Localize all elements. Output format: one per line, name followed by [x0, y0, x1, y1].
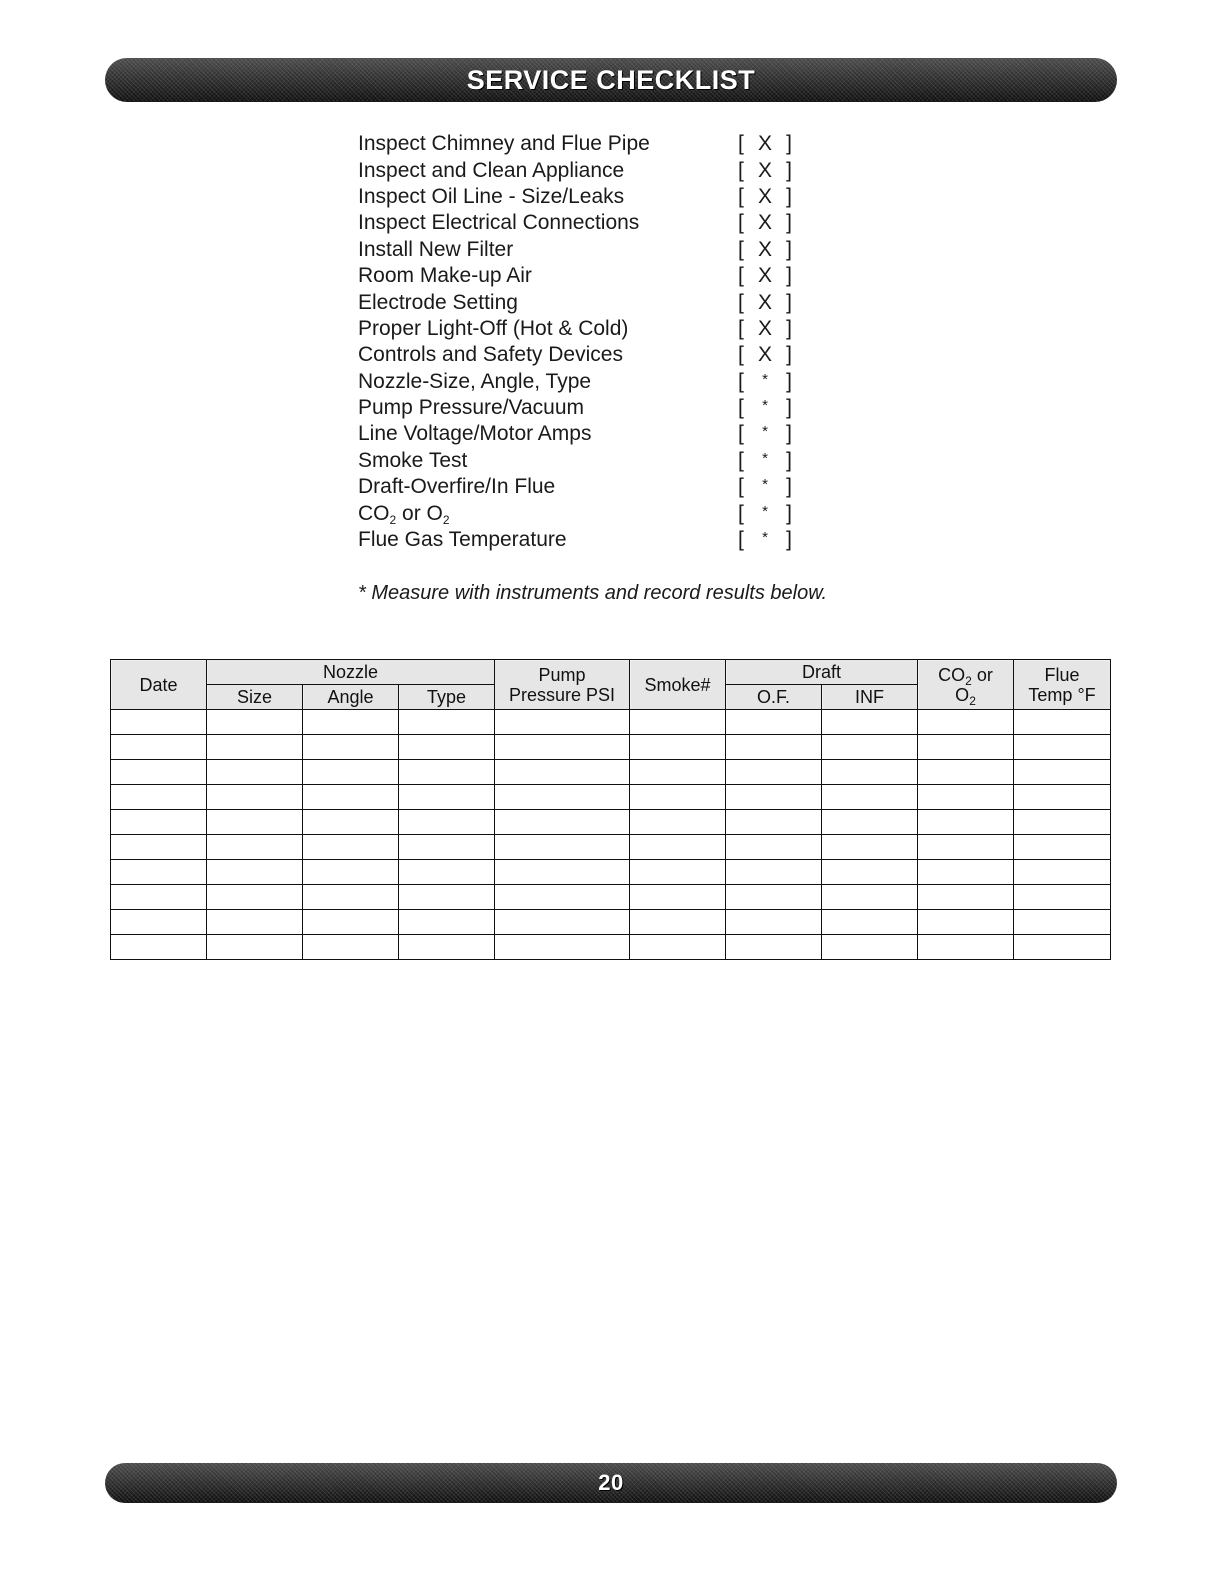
header-draft-inf: INF	[822, 685, 918, 710]
table-cell	[1014, 935, 1111, 960]
checklist-item	[358, 342, 798, 368]
table-cell	[207, 860, 303, 885]
checklist-item-label: Inspect Electrical Connections	[358, 211, 640, 235]
service-record-table	[110, 659, 1111, 960]
table-cell	[303, 710, 399, 735]
header-flue-temp	[1014, 660, 1111, 710]
table-row	[111, 935, 1111, 960]
table-cell	[207, 935, 303, 960]
table-cell	[207, 810, 303, 835]
header-date: Date	[111, 660, 207, 710]
table-cell	[630, 860, 726, 885]
footer-banner	[105, 1463, 1117, 1503]
checklist-item-label: $CO_2$ or $O_2$	[358, 501, 450, 527]
table-cell	[918, 935, 1014, 960]
table-cell	[630, 910, 726, 935]
title-banner	[105, 58, 1117, 102]
checklist-item	[358, 474, 798, 500]
table-cell	[1014, 910, 1111, 935]
table-cell	[1014, 735, 1111, 760]
checklist-item-status: [ * ]	[738, 475, 792, 499]
table-cell	[918, 910, 1014, 935]
table-row	[111, 735, 1111, 760]
table-cell	[726, 860, 822, 885]
table-cell	[111, 710, 207, 735]
checklist-item-status: [ X ]	[738, 316, 792, 340]
table-cell	[822, 860, 918, 885]
table-cell	[399, 935, 495, 960]
table-cell	[726, 885, 822, 910]
table-cell	[822, 885, 918, 910]
table-cell	[495, 860, 630, 885]
checklist-item-label: Install New Filter	[358, 237, 514, 261]
table-cell	[111, 785, 207, 810]
table-row	[111, 760, 1111, 785]
header-co2-line1: $CO_2$ or	[938, 664, 993, 688]
measurement-note: * Measure with instruments and record results below.	[358, 582, 828, 604]
table-cell	[630, 810, 726, 835]
table-cell	[630, 935, 726, 960]
table-row	[111, 885, 1111, 910]
table-cell	[399, 710, 495, 735]
table-cell	[726, 835, 822, 860]
checked-marker: X	[757, 132, 772, 156]
table-cell	[630, 835, 726, 860]
table-cell	[303, 885, 399, 910]
checklist-item-label: Flue Gas Temperature	[358, 528, 567, 552]
checklist-item-label: Room Make-up Air	[358, 264, 532, 288]
table-cell	[918, 860, 1014, 885]
table-cell	[630, 735, 726, 760]
table-cell	[495, 935, 630, 960]
header-flue-line2: Temp °F	[1028, 684, 1096, 705]
checklist-item-label: Controls and Safety Devices	[358, 343, 623, 367]
table-cell	[822, 810, 918, 835]
header-pump-pressure	[495, 660, 630, 710]
table-cell	[207, 735, 303, 760]
checklist-item	[358, 263, 798, 289]
checklist-item-label: Inspect Oil Line - Size/Leaks	[358, 184, 625, 208]
table-cell	[303, 810, 399, 835]
header-nozzle-angle: Angle	[303, 685, 399, 710]
checklist-item-status: [ X ]	[738, 237, 792, 261]
checklist-item-label: Nozzle-Size, Angle, Type	[358, 369, 592, 393]
table-row	[111, 835, 1111, 860]
table-cell	[822, 935, 918, 960]
checklist-item-status: [ * ]	[738, 369, 792, 393]
checklist-item-status: [ X ]	[738, 158, 792, 182]
header-draft: Draft	[726, 660, 918, 685]
header-nozzle: Nozzle	[207, 660, 495, 685]
table-cell	[1014, 885, 1111, 910]
table-cell	[1014, 835, 1111, 860]
table-cell	[399, 835, 495, 860]
table-cell	[207, 910, 303, 935]
table-cell	[726, 935, 822, 960]
table-row	[111, 860, 1111, 885]
table-cell	[726, 910, 822, 935]
checked-marker: X	[757, 158, 772, 182]
measure-marker: *	[762, 423, 768, 441]
checklist-item	[358, 131, 798, 157]
table-cell	[495, 735, 630, 760]
table-cell	[495, 810, 630, 835]
table-cell	[399, 885, 495, 910]
table-row	[111, 810, 1111, 835]
table-row	[111, 710, 1111, 735]
table-cell	[207, 710, 303, 735]
table-cell	[303, 910, 399, 935]
header-co2-o2	[918, 660, 1014, 710]
table-cell	[399, 760, 495, 785]
table-cell	[303, 785, 399, 810]
checked-marker: X	[757, 290, 772, 314]
checked-marker: X	[757, 184, 772, 208]
service-checklist	[358, 131, 798, 553]
checklist-item-label: Line Voltage/Motor Amps	[358, 422, 592, 446]
checklist-item-label: Pump Pressure/Vacuum	[358, 396, 585, 420]
table-cell	[630, 785, 726, 810]
checked-marker: X	[757, 211, 772, 235]
checklist-item	[358, 500, 798, 526]
checklist-item-label: Electrode Setting	[358, 290, 518, 314]
page-number: 20	[598, 1470, 624, 1495]
checklist-item-status: [ * ]	[738, 396, 792, 420]
checklist-item-status: [ X ]	[738, 211, 792, 235]
header-nozzle-type: Type	[399, 685, 495, 710]
measure-marker: *	[762, 476, 768, 494]
table-cell	[1014, 810, 1111, 835]
checklist-item-status: [ * ]	[738, 501, 792, 525]
checklist-item-status: [ * ]	[738, 422, 792, 446]
table-cell	[726, 760, 822, 785]
table-row	[111, 785, 1111, 810]
table-cell	[111, 735, 207, 760]
table-cell	[918, 710, 1014, 735]
table-cell	[918, 735, 1014, 760]
table-cell	[1014, 860, 1111, 885]
table-cell	[111, 810, 207, 835]
measure-marker: *	[762, 370, 768, 388]
table-cell	[822, 760, 918, 785]
table-cell	[495, 885, 630, 910]
table-cell	[111, 760, 207, 785]
checklist-item	[358, 157, 798, 183]
checklist-item-status: [ X ]	[738, 184, 792, 208]
page-title: SERVICE CHECKLIST	[466, 64, 756, 95]
table-cell	[918, 785, 1014, 810]
measure-marker: *	[762, 397, 768, 415]
checklist-item	[358, 316, 798, 342]
table-cell	[630, 760, 726, 785]
table-cell	[630, 885, 726, 910]
table-cell	[207, 835, 303, 860]
table-cell	[303, 835, 399, 860]
header-pump-line1: Pump	[538, 664, 586, 685]
table-cell	[822, 835, 918, 860]
checklist-item	[358, 421, 798, 447]
table-cell	[399, 910, 495, 935]
checked-marker: X	[757, 343, 772, 367]
table-cell	[726, 810, 822, 835]
table-cell	[207, 785, 303, 810]
checklist-item-label: Smoke Test	[358, 448, 468, 472]
table-cell	[918, 885, 1014, 910]
measure-marker: *	[762, 449, 768, 467]
table-cell	[822, 710, 918, 735]
checklist-item	[358, 289, 798, 315]
table-cell	[495, 760, 630, 785]
table-cell	[207, 760, 303, 785]
table-cell	[303, 735, 399, 760]
checklist-item-status: [ X ]	[738, 290, 792, 314]
table-cell	[726, 710, 822, 735]
header-draft-of: O.F.	[726, 685, 822, 710]
checked-marker: X	[757, 264, 772, 288]
table-cell	[918, 810, 1014, 835]
measure-marker: *	[762, 529, 768, 547]
table-cell	[918, 760, 1014, 785]
table-cell	[111, 910, 207, 935]
table-cell	[1014, 760, 1111, 785]
checklist-item	[358, 184, 798, 210]
table-cell	[399, 860, 495, 885]
table-cell	[495, 785, 630, 810]
checklist-item	[358, 395, 798, 421]
checklist-item-label: Draft-Overfire/In Flue	[358, 475, 556, 499]
table-cell	[207, 885, 303, 910]
table-cell	[918, 835, 1014, 860]
table-cell	[399, 785, 495, 810]
checked-marker: X	[757, 237, 772, 261]
checklist-item-status: [ * ]	[738, 448, 792, 472]
checklist-item-label: Inspect Chimney and Flue Pipe	[358, 132, 650, 156]
table-cell	[111, 835, 207, 860]
header-co2-line2: $O_2$	[955, 684, 976, 708]
table-row	[111, 910, 1111, 935]
table-cell	[1014, 710, 1111, 735]
table-cell	[822, 910, 918, 935]
checklist-item-label: Inspect and Clean Appliance	[358, 158, 625, 182]
checklist-item	[358, 237, 798, 263]
checklist-item-label: Proper Light-Off (Hot & Cold)	[358, 316, 629, 340]
checklist-item-status: [ X ]	[738, 343, 792, 367]
checklist-item	[358, 527, 798, 553]
table-cell	[726, 785, 822, 810]
checklist-item	[358, 210, 798, 236]
measure-marker: *	[762, 502, 768, 520]
checklist-item	[358, 448, 798, 474]
checklist-item-status: [ X ]	[738, 264, 792, 288]
table-cell	[111, 860, 207, 885]
checked-marker: X	[757, 316, 772, 340]
table-cell	[1014, 785, 1111, 810]
header-smoke: Smoke#	[630, 660, 726, 710]
table-cell	[399, 810, 495, 835]
table-cell	[111, 935, 207, 960]
checklist-item-status: [ * ]	[738, 528, 792, 552]
checklist-item	[358, 369, 798, 395]
table-cell	[495, 910, 630, 935]
header-nozzle-size: Size	[207, 685, 303, 710]
header-flue-line1: Flue	[1044, 664, 1080, 685]
table-cell	[822, 735, 918, 760]
table-cell	[303, 935, 399, 960]
table-cell	[303, 760, 399, 785]
table-cell	[726, 735, 822, 760]
checklist-item-status: [ X ]	[738, 132, 792, 156]
table-cell	[495, 835, 630, 860]
table-cell	[495, 710, 630, 735]
header-pump-line2: Pressure PSI	[508, 684, 616, 705]
table-cell	[822, 785, 918, 810]
table-cell	[399, 735, 495, 760]
table-cell	[111, 885, 207, 910]
table-cell	[303, 860, 399, 885]
table-cell	[630, 710, 726, 735]
